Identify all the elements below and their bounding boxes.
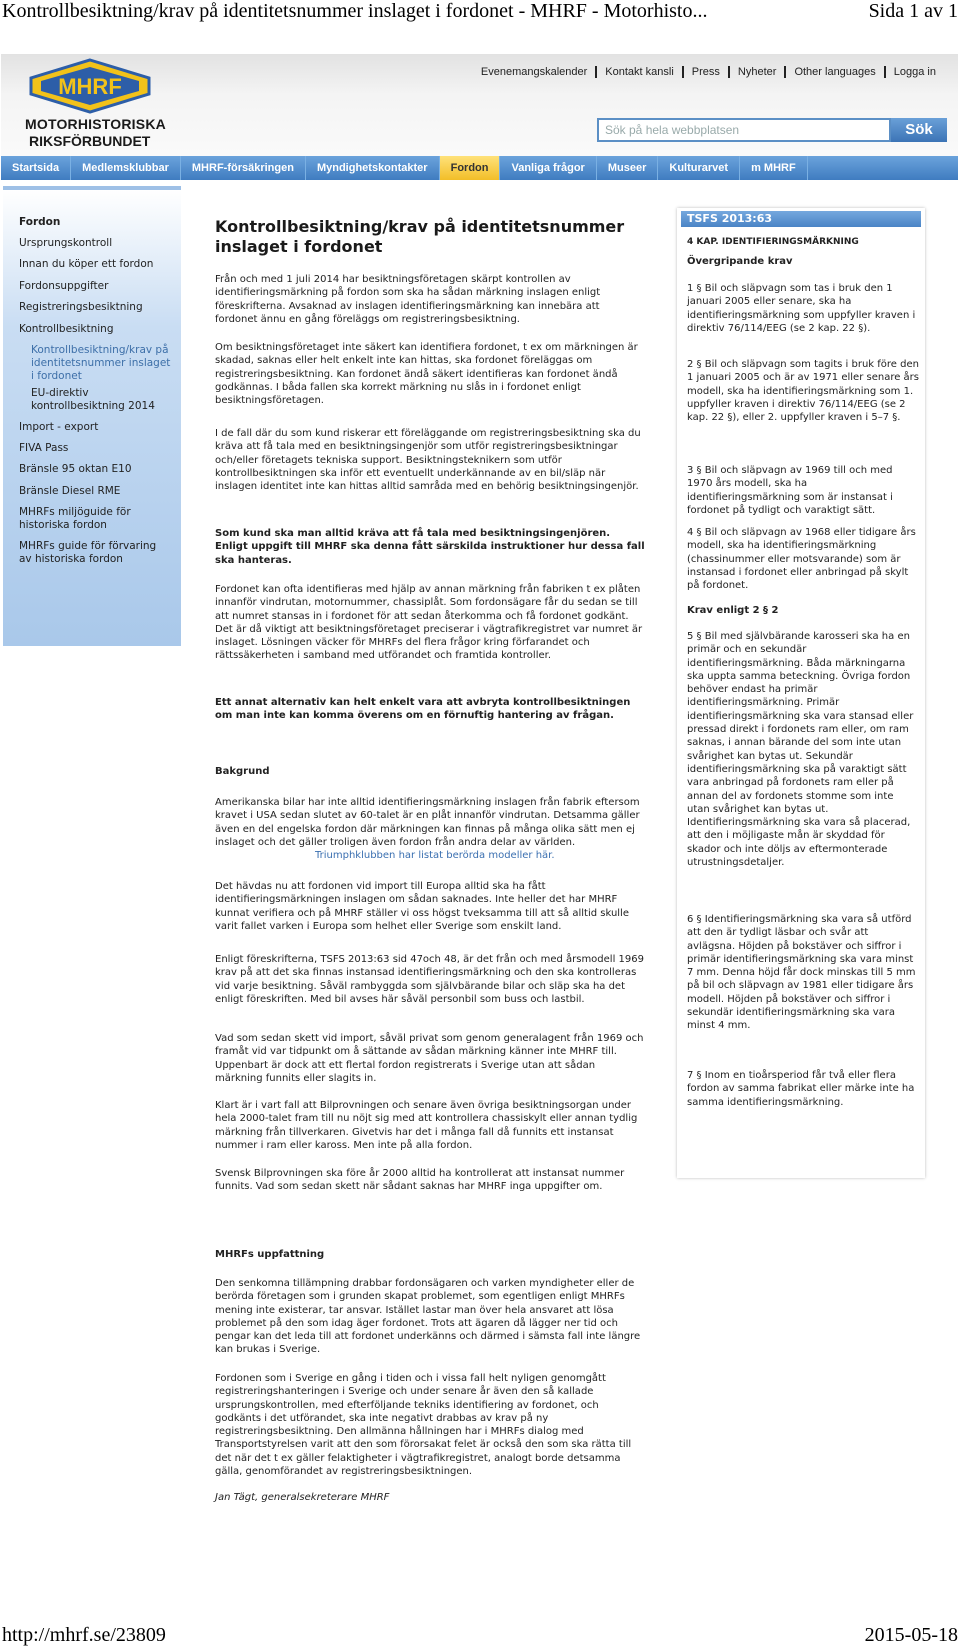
aside-subhead-2: Krav enligt 2 § 2 xyxy=(687,605,779,616)
print-header xyxy=(0,0,960,26)
triumph-link[interactable]: Triumphklubben har listat berörda modeller här. xyxy=(315,850,555,861)
sidebar-item-fiva-pass[interactable]: FIVA Pass xyxy=(19,442,69,454)
mhrf-hexagon-logo-icon xyxy=(27,58,153,114)
sidebar-item-miljoguide[interactable]: MHRFs miljöguide för historiska fordon xyxy=(19,506,131,531)
aside-header: TSFS 2013:63 xyxy=(681,211,921,227)
article-paragraph: Vad som sedan skett vid import, såväl privat som genom generalagent från 1969 och framåt vid var tidpunkt om å sättande av sådan märkning känner inte MHRF till. Uppenbart är dock att ett flertal fordon registrerats i Sverige utan att sådan märkning funnits eller slagits in. xyxy=(215,1033,644,1084)
sidebar-item-registreringsbesiktning[interactable]: Registreringsbesiktning xyxy=(19,301,143,313)
article-paragraph: Klart är i vart fall att Bilprovningen och senare även övriga besiktningsorgan under hela 2000-talet fram till nu nöjt sig med att kontrollera chassiskylt eller annan tydlig märkning från tillverkaren. Givetvis har det i många fall då funnits ett instansat nummer i ram eller kaross. Men inte på alla fordon. xyxy=(215,1100,638,1151)
section-heading-bakgrund: Bakgrund xyxy=(215,766,270,777)
aside-chapter: 4 KAP. IDENTIFIERINGSMÄRKNING xyxy=(687,237,859,247)
sidebar xyxy=(3,186,181,646)
sidebar-item-current-page[interactable]: Kontrollbesiktning/krav på identitetsnummer inslaget i fordonet xyxy=(31,344,171,382)
article-paragraph: Fordonen som i Sverige en gång i tiden och i vissa fall helt nyligen genomgått registreringshanteringen i Sverige och under senare år även den så kallade ursprungskontrollen, med efterföljande tekniks identifiering av fordonet, och godkänts i det utförandet, ska inte negativt drabbas av krav på ny registreringsbesiktning. Den allmänna hållningen har i MHRFs dialog med Transportstyrelsen varit att den som förorsakat felet är också den som ska rätta till det när det t ex gäller felaktigheter i vägtrafikregistret, analogt borde detsamma gälla, genomförandet av registreringsbesiktningen. xyxy=(215,1373,632,1478)
search-button[interactable]: Sök xyxy=(891,118,947,142)
toplink-news[interactable]: Nyheter xyxy=(728,66,785,78)
aside-paragraph: 1 § Bil och släpvagn som tas i bruk den 1 januari 2005 eller senare, ska ha identifieringsmärkning som uppfyller kraven i direktiv 76/114/EEG (se 2 kap. 22 §). xyxy=(687,283,916,334)
article-paragraph: Fordonet kan ofta identifieras med hjälp av annan märkning från fabriken t ex plåten innanför vindrutan, motornummer, chassiplåt. Som fordonsägare får du sedan se till att numret stansas in i fordonet för att sedan återkomma och få fordonet godkänt. Det är då viktigt att besiktningsföretaget preciserar i vägtrafikregistret var numret är inslaget. Lösningen väcker för MHRFs del flera frågor kring förfarandet och rättssäkerheten i samband med utförandet och framtida kontroller. xyxy=(215,584,643,662)
article-paragraph: Det hävdas nu att fordonen vid import till Europa alltid ska ha fått identifieringsmärkningen inslagen om sådan saknades. Inte heller det har MHRF kunnat verifiera och på MHRF ställer vi oss högst tveksamma till att så alltid skulle varit fallet varken i Europa som helhet eller Sverige som enskilt land. xyxy=(215,881,629,932)
sidebar-item-innan-du-koper[interactable]: Innan du köper ett fordon xyxy=(19,258,154,270)
article-signature: Jan Tägt, generalsekreterare MHRF xyxy=(215,1492,390,1503)
mhrf-logo[interactable] xyxy=(23,58,183,150)
article-paragraph-bold: Ett annat alternativ kan helt enkelt vara att avbryta kontrollbesiktningen om man inte kan komma överens om en förnuftig hantering av frågan. xyxy=(215,697,631,722)
article-paragraph: Enligt föreskrifterna, TSFS 2013:63 sid 47och 48, är det från och med årsmodell 1969 krav på att det ska finnas instansad identifieringsmärkning och den ska kontrolleras vid varje besiktning. Såväl rambyggda som självbärande bilar och släp ska ha det enligt föreskriften. Med bil avses här såväl personbil som buss och lastbil. xyxy=(215,954,644,1005)
logo-mark-text: MHRF xyxy=(58,74,122,99)
nav-forsakringen[interactable]: MHRF-försäkringen xyxy=(181,156,306,180)
aside-paragraph: 6 § Identifieringsmärkning ska vara så utförd att den är tydligt läsbar och svår att avlägsna. Höjden på bokstäver och siffror i primär identifieringsmärkning ska vara minst 7 mm. Denna höjd får dock minskas till 5 mm på bil och släpvagn av 1981 eller tidigare års modell. Höjden på bokstäver och siffror i sekundär identifieringsmärkning ska vara minst 4 mm. xyxy=(687,914,916,1032)
sidebar-item-ursprungskontroll[interactable]: Ursprungskontroll xyxy=(19,237,113,249)
nav-museer[interactable]: Museer xyxy=(597,156,659,180)
logo-line-1: MOTORHISTORISKA xyxy=(25,116,166,132)
article-paragraph: I de fall där du som kund riskerar ett föreläggande om registreringsbesiktning ska du kräva att få tala med en besiktningsingenjör som utför registreringsbesiktningar och/eller företagets tekniska support. Besiktningsteknikern som utför kontrollbesiktningen ska inför ett eventuellt underkännande av en bil/släp när inslagen identitet inte kan hittas alltid samråda med en behörig besiktningsingenjör. xyxy=(215,428,641,493)
nav-myndighetskontakter[interactable]: Myndighetskontakter xyxy=(306,156,440,180)
aside-paragraph: 5 § Bil med självbärande karosseri ska ha en primär och en sekundär identifieringsmärkning. Båda märkningarna ska uppta samma beteckning. Övriga fordon behöver endast ha primär identifieringsmärkning. Primär identifieringsmärkning ska vara stansad eller pressad direkt i fordonets ram eller, om ram saknas, i annan bärande del som inte utan svårighet kan bytas ut. Sekundär identifieringsmärkning ska på varaktigt sätt vara anbringad på fordonets ram eller på annan del av fordonets stomme som inte utan svårighet kan bytas ut. Identifieringsmärkning ska vara så placerad, att den i möjligaste mån är skyddad för skador och inte döljs av eftermonterade utrustningsdetaljer. xyxy=(687,631,914,869)
toplink-login[interactable]: Logga in xyxy=(884,66,944,78)
sidebar-item-kontrollbesiktning[interactable]: Kontrollbesiktning xyxy=(19,323,114,335)
sidebar-item-fordonsuppgifter[interactable]: Fordonsuppgifter xyxy=(19,280,109,292)
aside-subhead: Övergripande krav xyxy=(687,256,793,267)
nav-medlemsklubbar[interactable]: Medlemsklubbar xyxy=(71,156,181,180)
site-search xyxy=(597,118,947,142)
print-date: 2015-05-18 xyxy=(864,1624,958,1646)
print-page-number: Sida 1 av 1 xyxy=(868,0,958,22)
sidebar-item-bransle-rme[interactable]: Bränsle Diesel RME xyxy=(19,485,121,497)
sidebar-item-eu-direktiv[interactable]: EU-direktiv kontrollbesiktning 2014 xyxy=(31,387,155,412)
article-paragraph: Svensk Bilprovningen ska före år 2000 alltid ha kontrollerat att instansat nummer funnits. Vad som sedan skett när sådant saknas har MHRF inga uppgifter om. xyxy=(215,1168,625,1193)
article-title: Kontrollbesiktning/krav på identitetsnummer inslaget i fordonet xyxy=(215,217,625,256)
print-title: Kontrollbesiktning/krav på identitetsnummer inslaget i fordonet - MHRF - Motorhisto... xyxy=(2,0,708,22)
nav-kulturarvet[interactable]: Kulturarvet xyxy=(658,156,740,180)
logo-line-2: RIKSFÖRBUNDET xyxy=(29,133,151,149)
sidebar-item-bransle-e10[interactable]: Bränsle 95 oktan E10 xyxy=(19,463,132,475)
article-paragraph: Den senkomna tillämpning drabbar fordonsägaren och varken myndigheter eller de berörda företagen som i grunden skapat problemet, som egentligen enligt MHRFs mening inte existerar, tar ansvar. Istället lastar man över hela ansvaret att lösa problemet på den som idag äger fordonet. Trots att ägaren då lägger ner tid och pengar kan det leda till att fordonet underkänns och därmed i sämsta fall inte längre kan brukas i Sverige. xyxy=(215,1278,641,1356)
print-footer xyxy=(0,1624,960,1650)
aside-paragraph: 2 § Bil och släpvagn som tagits i bruk före den 1 januari 2005 och är av 1971 eller senare års modell, ska ha identifieringsmärkning som 1. uppfyller kraven i direktiv 76/114/EEG (se 2 kap. 22 §), eller 2. uppfyller kraven i 5–7 §. xyxy=(687,359,920,424)
toplink-languages[interactable]: Other languages xyxy=(784,66,883,78)
site-header xyxy=(1,54,958,156)
article-paragraph: Amerikanska bilar har inte alltid identifieringsmärkning inslagen från fabrik eftersom kravet i USA sedan slutet av 60-talet är en plåt innanför vindrutan. Detsamma gäller även en del engelska fordon där märkningen kan finnas på många olika sätt men ej inslaget och det gäller troligen även fordon från andra delar av världen. xyxy=(215,797,640,848)
print-url: http://mhrf.se/23809 xyxy=(2,1624,166,1646)
article-paragraph-bold: Som kund ska man alltid kräva att få tala med besiktningsingenjören. Enligt uppgift till MHRF ska denna fått särskilda instruktioner hur dessa fall ska hanteras. xyxy=(215,528,645,566)
sidebar-item-import-export[interactable]: Import - export xyxy=(19,421,99,433)
article-paragraph: Om besiktningsföretaget inte säkert kan identifiera fordonet, t ex om märkningen är skadad, saknas eller helt enkelt inte kan hittas, ska fordonet föreläggas om registreringsbesiktning. Kan fordonet ändå säkert identifieras kan fordonet ändå godkännas. I båda fallen ska korrekt märkning nu slås in i fordonet enligt besiktningsföretagen. xyxy=(215,342,638,407)
toplink-press[interactable]: Press xyxy=(682,66,728,78)
nav-vanliga-fragor[interactable]: Vanliga frågor xyxy=(500,156,596,180)
main-navigation xyxy=(1,156,958,180)
nav-om-mhrf[interactable]: m MHRF xyxy=(740,156,808,180)
nav-startsida[interactable]: Startsida xyxy=(1,156,71,180)
toplink-events[interactable]: Evenemangskalender xyxy=(480,66,588,78)
sidebar-item-forvaring[interactable]: MHRFs guide för förvaring av historiska fordon xyxy=(19,540,157,565)
section-heading-uppfattning: MHRFs uppfattning xyxy=(215,1249,325,1260)
sidebar-item-fordon[interactable]: Fordon xyxy=(19,216,61,228)
top-links xyxy=(473,66,944,78)
tsfs-aside xyxy=(677,208,925,1178)
web-page xyxy=(1,54,958,1544)
toplink-contact[interactable]: Kontakt kansli xyxy=(595,66,681,78)
nav-fordon[interactable]: Fordon xyxy=(440,156,501,180)
aside-paragraph: 3 § Bil och släpvagn av 1969 till och med 1970 års modell, ska ha identifieringsmärkning som är instansat i fordonet på tydligt och varaktigt sätt. xyxy=(687,465,893,516)
article-paragraph: Från och med 1 juli 2014 har besiktningsföretagen skärpt kontrollen av identifieringsmärkning på fordon som ska ha sådan märkning inslagen enligt föreskrifterna. Avsaknad av inslagen identifieringsmärkning kan innebära att fordonet ännu en gång föreläggs om registreringsbesiktning. xyxy=(215,274,601,325)
aside-paragraph: 4 § Bil och släpvagn av 1968 eller tidigare års modell, ska ha identifieringsmärkning (chassinummer eller motsvarande) som är instansad i fordonet eller anbringad på skylt på fordonet. xyxy=(687,527,916,592)
search-input[interactable]: Sök på hela webbplatsen xyxy=(597,118,891,142)
aside-paragraph: 7 § Inom en tioårsperiod får två eller flera fordon av samma fabrikat eller märke inte ha samma identifieringsmärkning. xyxy=(687,1070,915,1108)
